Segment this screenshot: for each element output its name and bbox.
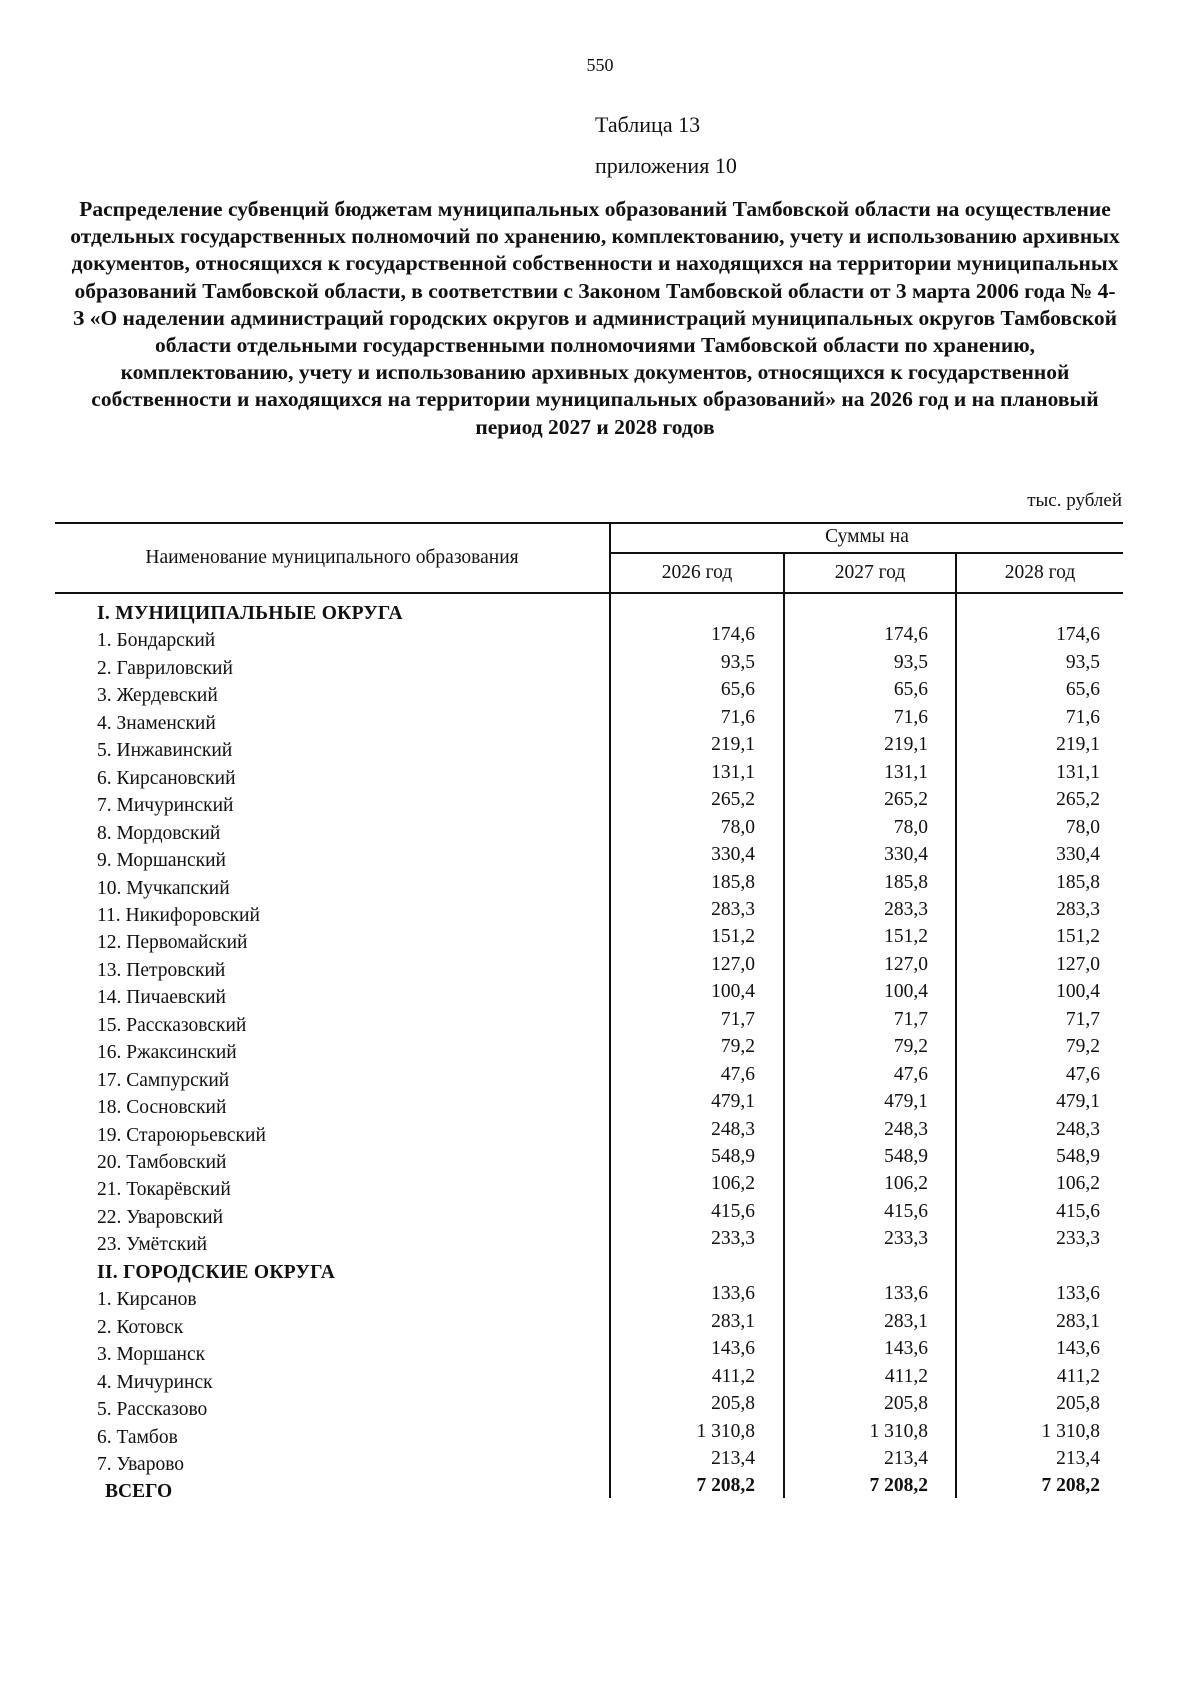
- row-name: 5. Рассказово: [97, 1399, 208, 1420]
- value-2026: 283,1: [711, 1311, 755, 1332]
- value-2026: 548,9: [711, 1146, 755, 1167]
- value-2026: 411,2: [711, 1366, 755, 1387]
- total-value-2027: 7 208,2: [869, 1475, 928, 1496]
- row-name: 5. Инжавинский: [97, 740, 233, 761]
- total-value-2028: 7 208,2: [1041, 1475, 1100, 1496]
- units-label: тыс. рублей: [1027, 490, 1122, 511]
- value-2027: 143,6: [884, 1338, 928, 1359]
- value-2026: 78,0: [720, 817, 755, 838]
- value-2026: 131,1: [711, 762, 755, 783]
- value-2027: 100,4: [884, 981, 928, 1002]
- value-2028: 133,6: [1056, 1283, 1100, 1304]
- value-2027: 127,0: [884, 954, 928, 975]
- value-2028: 265,2: [1056, 789, 1100, 810]
- row-name: 7. Мичуринский: [97, 795, 234, 816]
- row-name: 2. Котовск: [97, 1317, 184, 1338]
- row-name: 15. Рассказовский: [97, 1015, 247, 1036]
- value-2027: 78,0: [893, 817, 928, 838]
- value-2028: 78,0: [1065, 817, 1100, 838]
- value-2026: 106,2: [711, 1173, 755, 1194]
- value-2028: 205,8: [1056, 1393, 1100, 1414]
- row-name: 12. Первомайский: [97, 932, 248, 953]
- value-2026: 185,8: [711, 872, 755, 893]
- value-2028: 71,6: [1065, 707, 1100, 728]
- value-2028: 233,3: [1056, 1228, 1100, 1249]
- value-2028: 151,2: [1056, 926, 1100, 947]
- value-2026: 479,1: [711, 1091, 755, 1112]
- value-2028: 415,6: [1056, 1201, 1100, 1222]
- value-2028: 283,1: [1056, 1311, 1100, 1332]
- value-2028: 185,8: [1056, 872, 1100, 893]
- row-name: 2. Гавриловский: [97, 658, 233, 679]
- annex-table-label: Таблица 13: [595, 112, 701, 137]
- row-name: 3. Моршанск: [97, 1344, 206, 1365]
- value-2026: 174,6: [711, 624, 755, 645]
- value-2026: 415,6: [711, 1201, 755, 1222]
- header-year-2028: 2028 год: [1004, 562, 1076, 583]
- value-2028: 65,6: [1065, 679, 1100, 700]
- value-2027: 219,1: [884, 734, 928, 755]
- value-2028: 1 310,8: [1041, 1421, 1100, 1442]
- value-2026: 1 310,8: [696, 1421, 755, 1442]
- value-2028: 283,3: [1056, 899, 1100, 920]
- row-name: 8. Мордовский: [97, 823, 221, 844]
- value-2027: 330,4: [884, 844, 928, 865]
- value-2028: 411,2: [1056, 1366, 1100, 1387]
- value-2026: 65,6: [720, 679, 755, 700]
- value-2028: 100,4: [1056, 981, 1100, 1002]
- header-sub-rule: [609, 552, 1123, 554]
- row-name: 18. Сосновский: [97, 1097, 227, 1118]
- value-2027: 71,6: [893, 707, 928, 728]
- value-2028: 143,6: [1056, 1338, 1100, 1359]
- value-2027: 174,6: [884, 624, 928, 645]
- header-bottom-rule: [55, 592, 1123, 594]
- value-2028: 93,5: [1065, 652, 1100, 673]
- value-2028: 174,6: [1056, 624, 1100, 645]
- row-name: 7. Уварово: [97, 1454, 185, 1475]
- row-name: 20. Тамбовский: [97, 1152, 227, 1173]
- value-2027: 411,2: [884, 1366, 928, 1387]
- value-2027: 213,4: [884, 1448, 928, 1469]
- row-name: 11. Никифоровский: [97, 905, 260, 926]
- value-2027: 479,1: [884, 1091, 928, 1112]
- value-2027: 283,3: [884, 899, 928, 920]
- value-2026: 213,4: [711, 1448, 755, 1469]
- value-2027: 79,2: [893, 1036, 928, 1057]
- value-2026: 100,4: [711, 981, 755, 1002]
- value-2026: 71,6: [720, 707, 755, 728]
- header-sums: Суммы на: [825, 526, 909, 547]
- header-name: Наименование муниципального образования: [145, 547, 519, 568]
- value-2027: 106,2: [884, 1173, 928, 1194]
- value-2028: 131,1: [1056, 762, 1100, 783]
- value-2027: 1 310,8: [869, 1421, 928, 1442]
- section-heading: II. ГОРОДСКИЕ ОКРУГА: [97, 1262, 336, 1283]
- value-2026: 93,5: [720, 652, 755, 673]
- total-value-2026: 7 208,2: [696, 1475, 755, 1496]
- header-year-2027: 2027 год: [834, 562, 906, 583]
- row-name: 4. Знаменский: [97, 713, 216, 734]
- value-2026: 79,2: [720, 1036, 755, 1057]
- value-2026: 205,8: [711, 1393, 755, 1414]
- page-number: 550: [586, 55, 614, 75]
- value-2028: 47,6: [1065, 1064, 1100, 1085]
- row-name: 21. Токарёвский: [97, 1179, 231, 1200]
- value-2026: 71,7: [720, 1009, 755, 1030]
- value-2027: 93,5: [893, 652, 928, 673]
- value-2027: 205,8: [884, 1393, 928, 1414]
- row-name: 9. Моршанский: [97, 850, 226, 871]
- value-2028: 248,3: [1056, 1119, 1100, 1140]
- value-2027: 133,6: [884, 1283, 928, 1304]
- row-name: 1. Кирсанов: [97, 1289, 197, 1310]
- value-2028: 213,4: [1056, 1448, 1100, 1469]
- row-name: 16. Ржаксинский: [97, 1042, 237, 1063]
- row-name: 19. Староюрьевский: [97, 1125, 266, 1146]
- value-2027: 47,6: [893, 1064, 928, 1085]
- annex-appendix-label: приложения 10: [595, 153, 737, 178]
- row-name: 4. Мичуринск: [97, 1372, 213, 1393]
- table-top-rule: [55, 522, 1123, 524]
- value-2026: 283,3: [711, 899, 755, 920]
- value-2027: 233,3: [884, 1228, 928, 1249]
- section-heading: I. МУНИЦИПАЛЬНЫЕ ОКРУГА: [97, 603, 403, 624]
- value-2026: 47,6: [720, 1064, 755, 1085]
- value-2026: 143,6: [711, 1338, 755, 1359]
- value-2027: 415,6: [884, 1201, 928, 1222]
- value-2026: 330,4: [711, 844, 755, 865]
- value-2027: 65,6: [893, 679, 928, 700]
- value-2028: 127,0: [1056, 954, 1100, 975]
- row-name: 13. Петровский: [97, 960, 226, 981]
- row-name: 3. Жердевский: [97, 685, 218, 706]
- row-name: 6. Тамбов: [97, 1427, 178, 1448]
- value-2026: 219,1: [711, 734, 755, 755]
- value-2027: 548,9: [884, 1146, 928, 1167]
- value-2028: 548,9: [1056, 1146, 1100, 1167]
- value-2028: 106,2: [1056, 1173, 1100, 1194]
- row-name: 6. Кирсановский: [97, 768, 236, 789]
- value-2026: 248,3: [711, 1119, 755, 1140]
- value-2027: 283,1: [884, 1311, 928, 1332]
- value-2027: 131,1: [884, 762, 928, 783]
- value-2026: 133,6: [711, 1283, 755, 1304]
- row-name: 1. Бондарский: [97, 630, 216, 651]
- row-name: 22. Уваровский: [97, 1207, 224, 1228]
- value-2027: 265,2: [884, 789, 928, 810]
- header-year-2026: 2026 год: [661, 562, 733, 583]
- total-label: ВСЕГО: [105, 1481, 173, 1502]
- value-2028: 71,7: [1065, 1009, 1100, 1030]
- value-2028: 330,4: [1056, 844, 1100, 865]
- value-2026: 127,0: [711, 954, 755, 975]
- value-2027: 151,2: [884, 926, 928, 947]
- row-name: 23. Умётский: [97, 1234, 208, 1255]
- value-2026: 151,2: [711, 926, 755, 947]
- value-2028: 219,1: [1056, 734, 1100, 755]
- value-2027: 71,7: [893, 1009, 928, 1030]
- row-name: 17. Сампурский: [97, 1070, 230, 1091]
- value-2027: 248,3: [884, 1119, 928, 1140]
- value-2027: 185,8: [884, 872, 928, 893]
- row-name: 14. Пичаевский: [97, 987, 226, 1008]
- value-2026: 233,3: [711, 1228, 755, 1249]
- row-name: 10. Мучкапский: [97, 878, 230, 899]
- value-2028: 479,1: [1056, 1091, 1100, 1112]
- value-2028: 79,2: [1065, 1036, 1100, 1057]
- document-title: Распределение субвенций бюджетам муниципальных образований Тамбовской области на осуществление отдельных государственных полномочий по хранению, комплектованию, учету и использованию архивных документов, относящихся к государственной собственности и находящихся на территории муниципальных образований Тамбовской области, в соответствии с Законом Тамбовской области от 3 марта 2006 года № 4-З «О наделении администраций городских округов и администраций муниципальных округов Тамбовской области отдельными государственными полномочиями Тамбовской области по хранению, комплектованию, учету и использованию архивных документов, относящихся к государственной собственности и находящихся на территории муниципальных образований» на 2026 год и на плановый период 2027 и 2028 годов: [70, 197, 1120, 439]
- value-2026: 265,2: [711, 789, 755, 810]
